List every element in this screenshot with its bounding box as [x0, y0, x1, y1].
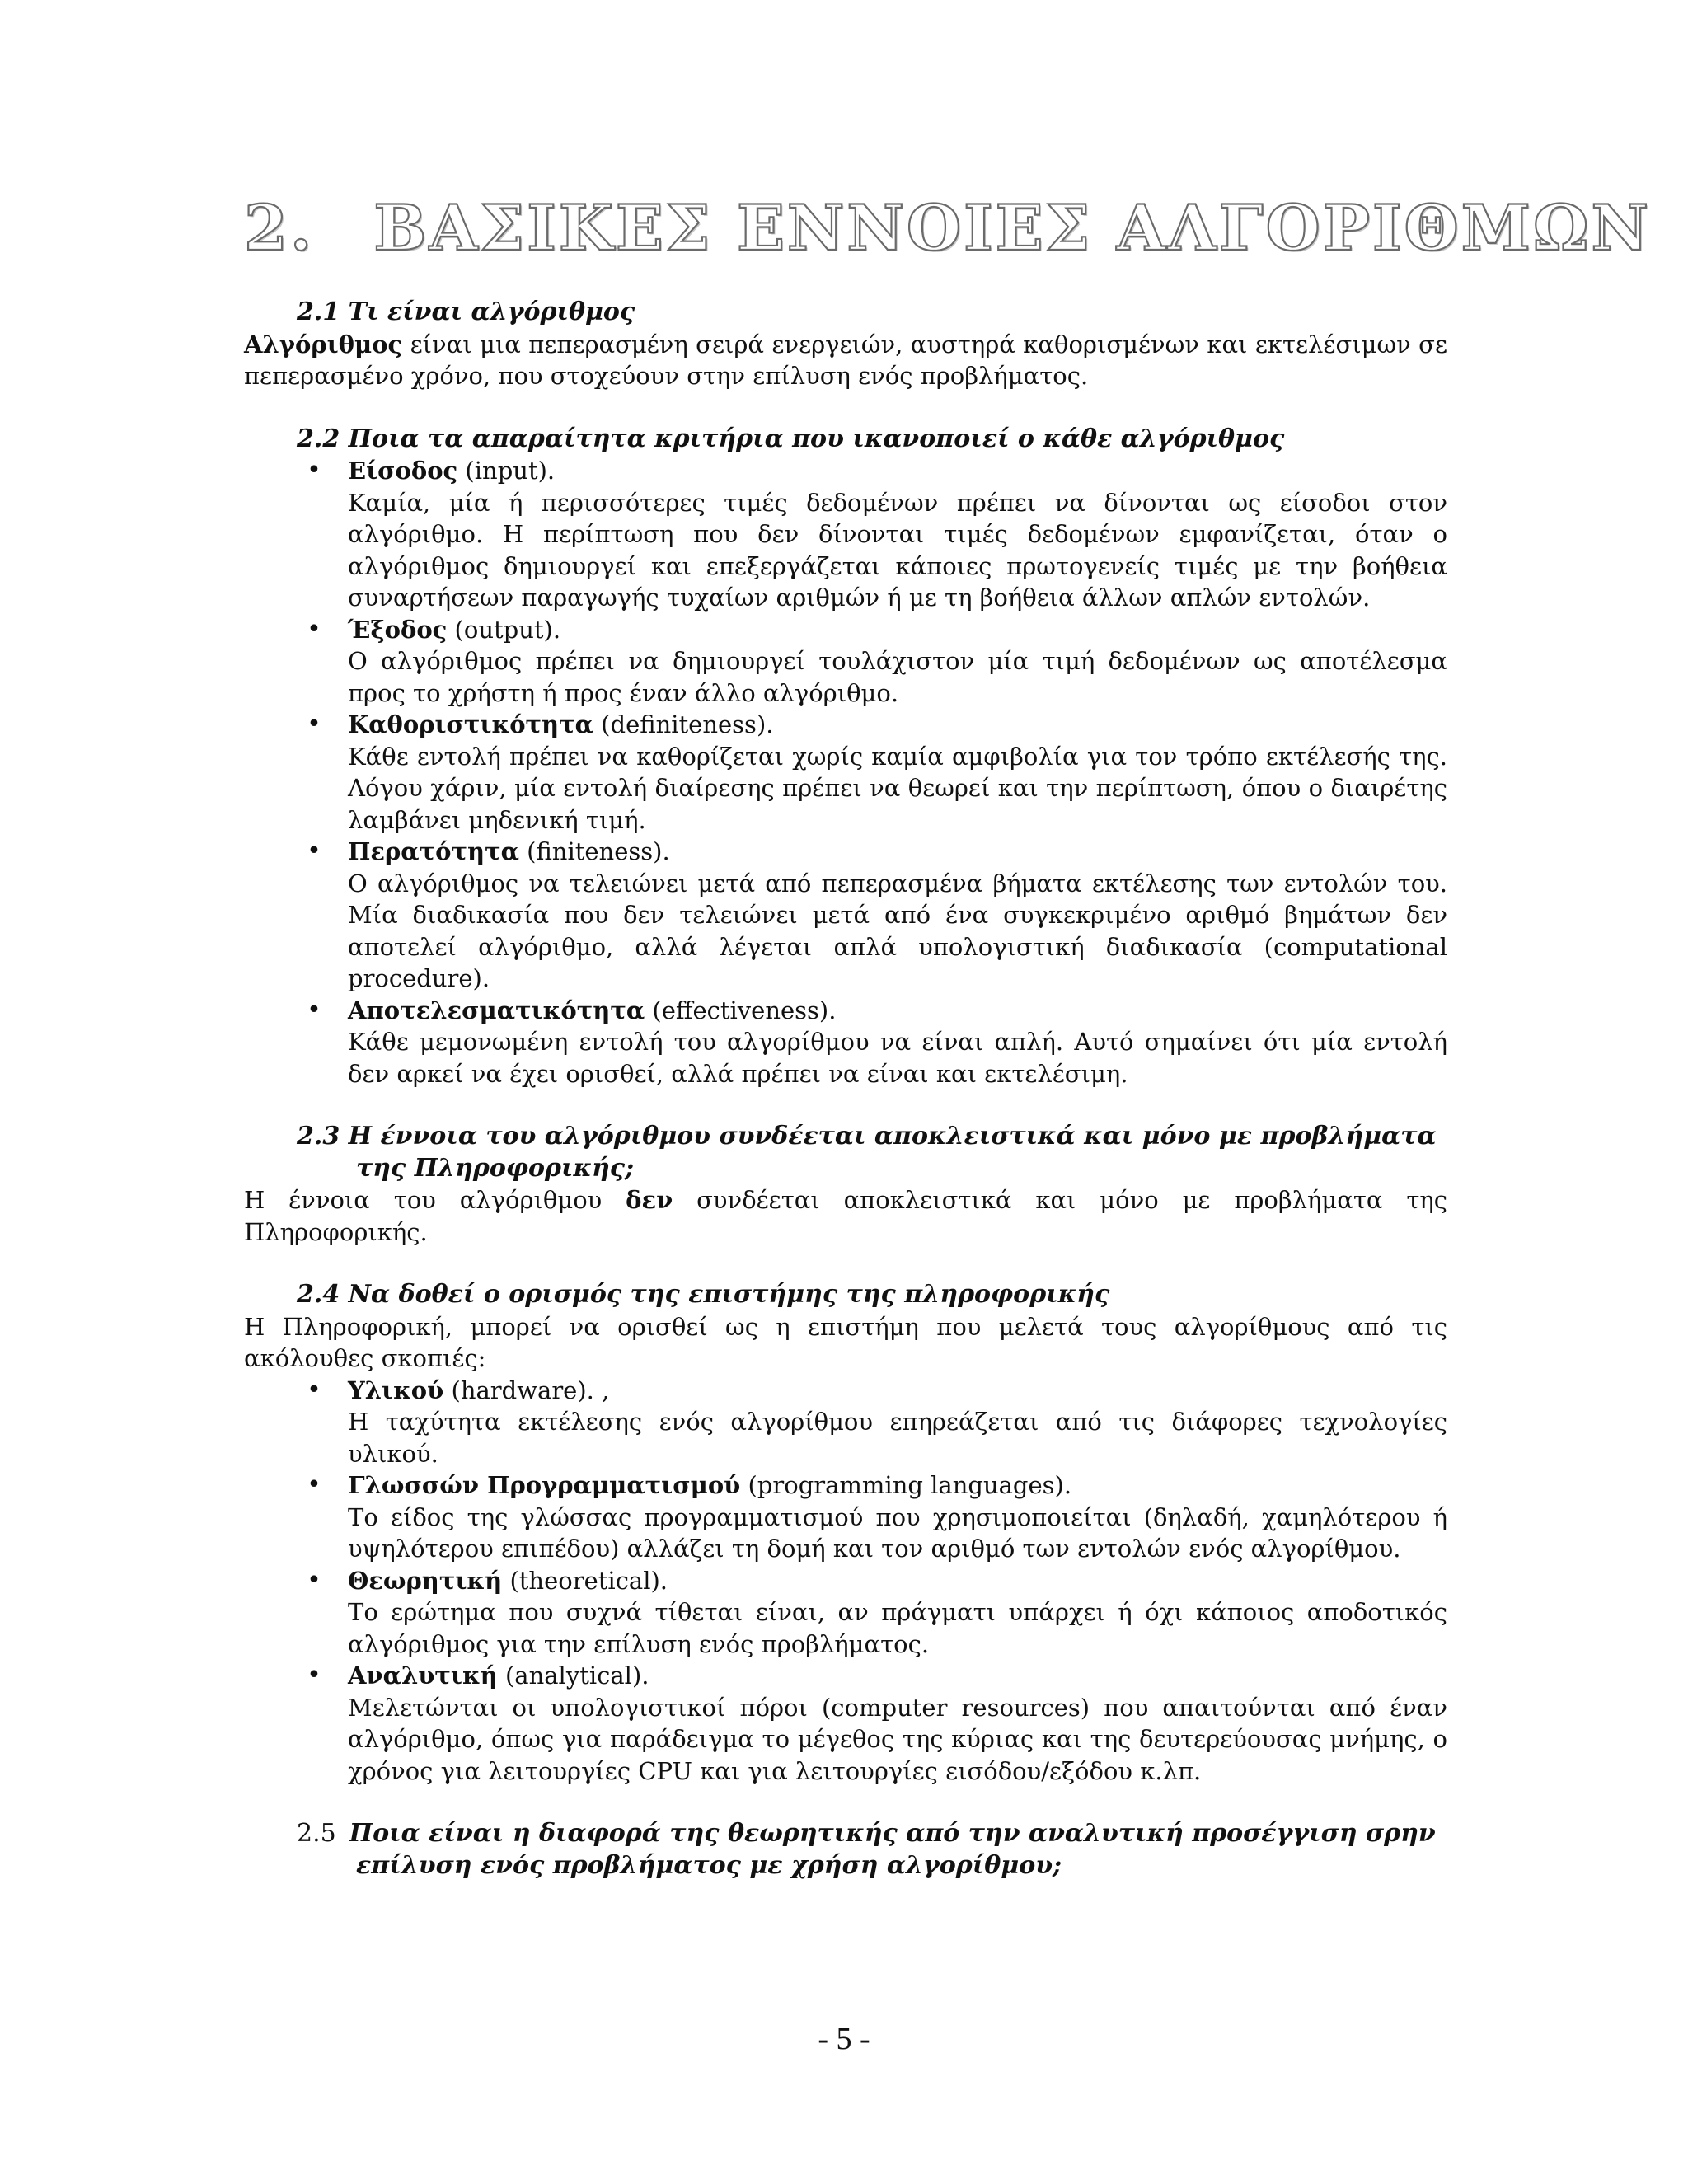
item-suffix: (effectiveness). [645, 996, 837, 1024]
section-heading-2-4: 2.4 Να δοθεί ο ορισμός της επιστήμης της πληροφορικής [297, 1280, 1110, 1309]
spacer [244, 1248, 1447, 1279]
item-term: Καθοριστικότητα [348, 710, 593, 738]
item-description: Μελετώνται οι υπολογιστικοί πόροι (computer resources) που απαιτούνται από έναν αλγόριθμο, όπως για παράδειγμα το μέγεθος της κύριας και της δευτερεύουσας μνήμης, ο χρόνος για λειτουργίες CPU και για λειτουργίες εισόδου/εξόδου κ.λπ. [348, 1693, 1447, 1785]
item-description: Κάθε εντολή πρέπει να καθορίζεται χωρίς καμία αμφιβολία για τον τρόπο εκτέλεσής της. Λόγου χάριν, μία εντολή διαίρεσης πρέπει να θεωρεί και την περίπτωση, όπου ο διαιρέτης λαμβάνει μηδενική τιμή. [348, 742, 1447, 834]
section-heading-2-3 [244, 1121, 1447, 1184]
emphasis-den: δεν [626, 1186, 673, 1214]
section-heading-2-5-line1: Ποια είναι η διαφορά της θεωρητικής από την αναλυτική προσέγγιση σρην [349, 1819, 1436, 1848]
item-description: Η ταχύτητα εκτέλεσης ενός αλγορίθμου επηρεάζεται από τις διάφορες τεχνολογίες υλικού. [348, 1408, 1447, 1468]
list-item [244, 995, 1447, 1090]
item-term: Έξοδος [348, 615, 448, 644]
item-term: Αποτελεσματικότητα [348, 996, 645, 1024]
bullet-icon: • [307, 1565, 321, 1595]
item-suffix: (hardware). , [443, 1376, 610, 1404]
term-algorithm: Αλγόριθμος [244, 330, 403, 359]
chapter-title-text: ΒΑΣΙΚΕΣ ΕΝΝΟΙΕΣ ΑΛΓΟΡΙΘΜΩΝ [373, 191, 1651, 265]
algorithm-definition: είναι μια πεπερασμένη σειρά ενεργειών, αυστηρά καθορισμένων και εκτελέσιμων σε πεπερασμένο χρόνο, που στοχεύουν στην επίλυση ενός προβλήματος. [244, 330, 1447, 390]
bullet-icon: • [307, 710, 321, 738]
item-suffix: (theoretical). [502, 1566, 668, 1595]
bullet-icon: • [307, 614, 321, 644]
section-2-3-paragraph [244, 1184, 1447, 1248]
bullet-icon: • [307, 837, 321, 865]
bullet-icon: • [307, 995, 321, 1024]
section-2-1-paragraph [244, 329, 1447, 392]
list-item [244, 1660, 1447, 1787]
list-item [244, 455, 1447, 614]
item-suffix: (output). [447, 615, 561, 644]
perspectives-list [244, 1375, 1447, 1788]
item-description: Ο αλγόριθμος πρέπει να δημιουργεί τουλάχιστον μία τιμή δεδομένων ως αποτέλεσμα προς το χρήστη ή προς έναν άλλο αλγόριθμο. [348, 647, 1447, 707]
section-2-4-intro: Η Πληροφορική, μπορεί να ορισθεί ως η επιστήμη που μελετά τους αλγορίθμους από τις ακόλουθες σκοπιές: [244, 1312, 1447, 1372]
spacer [244, 1090, 1447, 1121]
item-description: Το ερώτημα που συχνά τίθεται είναι, αν πράγματι υπάρχει ή όχι κάποιος αποδοτικός αλγόριθμος για την επίλυση ενός προβλήματος. [348, 1598, 1447, 1658]
section-heading-2-2: 2.2 Ποια τα απαραίτητα κριτήρια που ικανοποιεί ο κάθε αλγόριθμος [297, 424, 1285, 453]
item-suffix: (programming languages). [740, 1471, 1072, 1499]
item-suffix: (definiteness). [593, 710, 774, 738]
list-item [244, 1565, 1447, 1661]
bullet-icon: • [307, 1470, 321, 1499]
document-body [244, 297, 1447, 1882]
item-term: Γλωσσών Προγραμματισμού [348, 1471, 741, 1499]
section-heading-2-1: 2.1 Τι είναι αλγόριθμος [297, 298, 635, 326]
bullet-icon: • [307, 1375, 321, 1404]
list-item [244, 1469, 1447, 1565]
section-2-5-number: 2.5 [297, 1819, 336, 1848]
item-term: Θεωρητική [348, 1566, 503, 1595]
item-description: Το είδος της γλώσσας προγραμματισμού που χρησιμοποιείται (δηλαδή, χαμηλότερου ή υψηλότερου επιπέδου) αλλάζει τη δομή και τον αριθμό των εντολών ενός αλγορίθμου. [348, 1502, 1447, 1563]
item-suffix: (analytical). [497, 1661, 649, 1690]
section-heading-2-3-line1: 2.3 Η έννοια του αλγόριθμου συνδέεται αποκλειστικά και μόνο με προβλήματα [297, 1122, 1437, 1151]
item-term: Αναλυτική [348, 1661, 498, 1690]
item-description: Κάθε μεμονωμένη εντολή του αλγορίθμου να είναι απλή. Αυτό σημαίνει ότι μία εντολή δεν αρκεί να έχει ορισθεί, αλλά πρέπει να είναι και εκτελέσιμη. [348, 1028, 1447, 1088]
page-number: - 5 - [818, 2022, 870, 2056]
item-term: Είσοδος [348, 457, 458, 485]
section-heading-2-3-line2: της Πληροφορικής; [356, 1153, 635, 1183]
list-item [244, 614, 1447, 710]
item-description: Καμία, μία ή περισσότερες τιμές δεδομένων πρέπει να δίνονται ως είσοδοι στον αλγόριθμο. Η περίπτωση που δεν δίνονται τιμές δεδομένων εμφανίζεται, όταν ο αλγόριθμος δημιουργεί και επεξεργάζεται κάποιες πρωτογενείς τιμές με την βοήθεια συναρτήσεων παραγωγής τυχαίων αριθμών ή με τη βοήθεια άλλων απλών εντολών. [348, 488, 1447, 612]
paragraph-text: συνδέεται αποκλειστικά και μόνο με προβλήματα της Πληροφορικής. [244, 1186, 1447, 1246]
item-suffix: (input). [457, 457, 556, 485]
item-term: Υλικού [348, 1376, 444, 1404]
section-heading-2-5-line2: επίλυση ενός προβλήματος με χρήση αλγορίθμου; [356, 1850, 1062, 1880]
item-description: Ο αλγόριθμος να τελειώνει μετά από πεπερασμένα βήματα εκτέλεσης των εντολών του. Μία διαδικασία που δεν τελειώνει μετά από ένα συγκεκριμένο αριθμό βημάτων δεν αποτελεί αλγόριθμο, αλλά λέγεται απλά υπολογιστική διαδικασία (computational procedure). [348, 869, 1447, 992]
list-item [244, 1375, 1447, 1470]
section-heading-2-5 [244, 1818, 1447, 1882]
criteria-list [244, 455, 1447, 1090]
item-term: Περατότητα [348, 837, 519, 865]
list-item [244, 836, 1447, 995]
bullet-icon: • [307, 456, 321, 485]
list-item [244, 709, 1447, 836]
item-suffix: (finiteness). [518, 837, 670, 865]
chapter-title [244, 191, 1651, 265]
bullet-icon: • [307, 1661, 321, 1690]
spacer [244, 1787, 1447, 1818]
paragraph-text: Η έννοια του αλγόριθμου [244, 1186, 626, 1214]
spacer [244, 392, 1447, 424]
chapter-number: 2. [244, 191, 315, 265]
